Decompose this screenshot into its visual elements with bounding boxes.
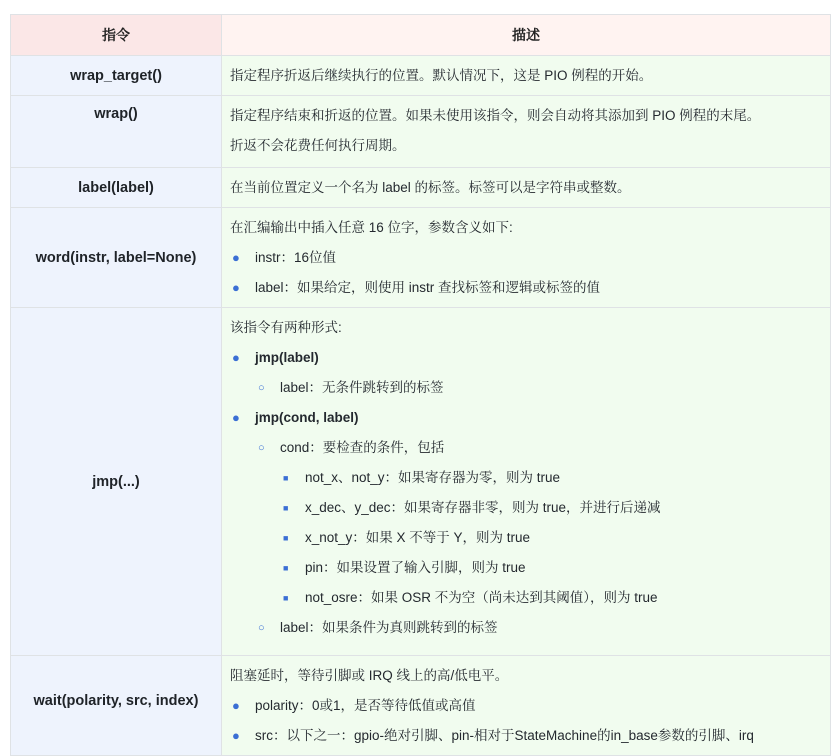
description-text: 折返不会花费任何执行周期。 [230,138,406,153]
list-item [230,243,830,273]
list-item [230,373,830,403]
table-row [11,656,831,756]
description-text: 该指令有两种形式: [230,320,342,335]
description-text: 阻塞延时，等待引脚或 IRQ 线上的高/低电平。 [230,668,509,683]
disc-bullet-icon: ● [232,728,240,743]
list-item-text: label：无条件跳转到的标签 [280,380,444,395]
list-item-text: label：如果给定，则使用 instr 查找标签和逻辑或标签的值 [255,280,601,295]
disc-bullet-icon: ● [232,250,240,265]
list-item-text: not_x、not_y：如果寄存器为零，则为 true [305,470,561,485]
list-item-text: x_dec、y_dec：如果寄存器非零，则为 true，并进行后递减 [305,500,661,515]
instruction-name-text: wait(polarity, src, index) [33,693,199,709]
instruction-description [222,308,831,656]
instruction-description [222,168,831,208]
disc-bullet-icon: ● [232,698,240,713]
list-item-text: pin：如果设置了输入引脚，则为 true [305,560,526,575]
instruction-table [10,14,831,756]
square-bullet-icon: ■ [283,473,289,483]
instruction-name: label(label) [11,168,222,208]
circle-bullet-icon: ○ [258,442,265,454]
list-item [230,691,830,721]
list-item-text: src：以下之一：gpio-绝对引脚、pin-相对于StateMachine的in_base参数的引脚、irq [255,728,754,743]
instruction-description [222,208,831,308]
header-description: 描述 [222,15,831,56]
list-item [230,523,830,553]
square-bullet-icon: ■ [283,593,289,603]
list-item-text: cond：要检查的条件，包括 [280,440,445,455]
disc-bullet-icon: ● [232,410,240,425]
instruction-name [11,656,222,756]
instruction-name: wrap_target() [11,56,222,96]
instruction-description [222,56,831,96]
list-item [230,493,830,523]
list-item-text: polarity：0或1，是否等待低值或高值 [255,698,476,713]
instruction-name: jmp(...) [11,308,222,656]
disc-bullet-icon: ● [232,350,240,365]
description-text: 指定程序结束和折返的位置。如果未使用该指令，则会自动将其添加到 PIO 例程的末尾。 [230,108,761,123]
list-item-text: x_not_y：如果 X 不等于 Y，则为 true [305,530,531,545]
list-item [230,553,830,583]
circle-bullet-icon: ○ [258,622,265,634]
square-bullet-icon: ■ [283,503,289,513]
list-item [230,403,830,433]
list-item [230,433,830,463]
list-item-text: jmp(label) [255,350,319,365]
square-bullet-icon: ■ [283,563,289,573]
list-item [230,583,830,613]
list-item [230,273,830,303]
table-row [11,96,831,168]
table-row [11,208,831,308]
instruction-name: word(instr, label=None) [11,208,222,308]
table-row [11,168,831,208]
list-item [230,721,830,751]
instruction-description [222,656,831,756]
table-row [11,308,831,656]
list-item [230,613,830,643]
square-bullet-icon: ■ [283,533,289,543]
list-item-text: label：如果条件为真则跳转到的标签 [280,620,498,635]
instruction-name-text: wrap() [94,106,138,122]
description-text: 在当前位置定义一个名为 label 的标签。标签可以是字符串或整数。 [230,179,631,195]
list-item [230,463,830,493]
table-header-row [11,15,831,56]
list-item [230,343,830,373]
circle-bullet-icon: ○ [258,382,265,394]
description-text: 指定程序折返后继续执行的位置。默认情况下，这是 PIO 例程的开始。 [230,67,653,83]
description-text: 在汇编输出中插入任意 16 位字，参数含义如下: [230,220,513,235]
list-item-text: jmp(cond, label) [255,410,359,425]
list-item-text: not_osre：如果 OSR 不为空（尚未达到其阈值），则为 true [305,590,658,605]
list-item-text: instr：16位值 [255,250,337,265]
header-instruction: 指令 [11,15,222,56]
table-row [11,56,831,96]
instruction-description [222,96,831,168]
disc-bullet-icon: ● [232,280,240,295]
instruction-name [11,96,222,168]
